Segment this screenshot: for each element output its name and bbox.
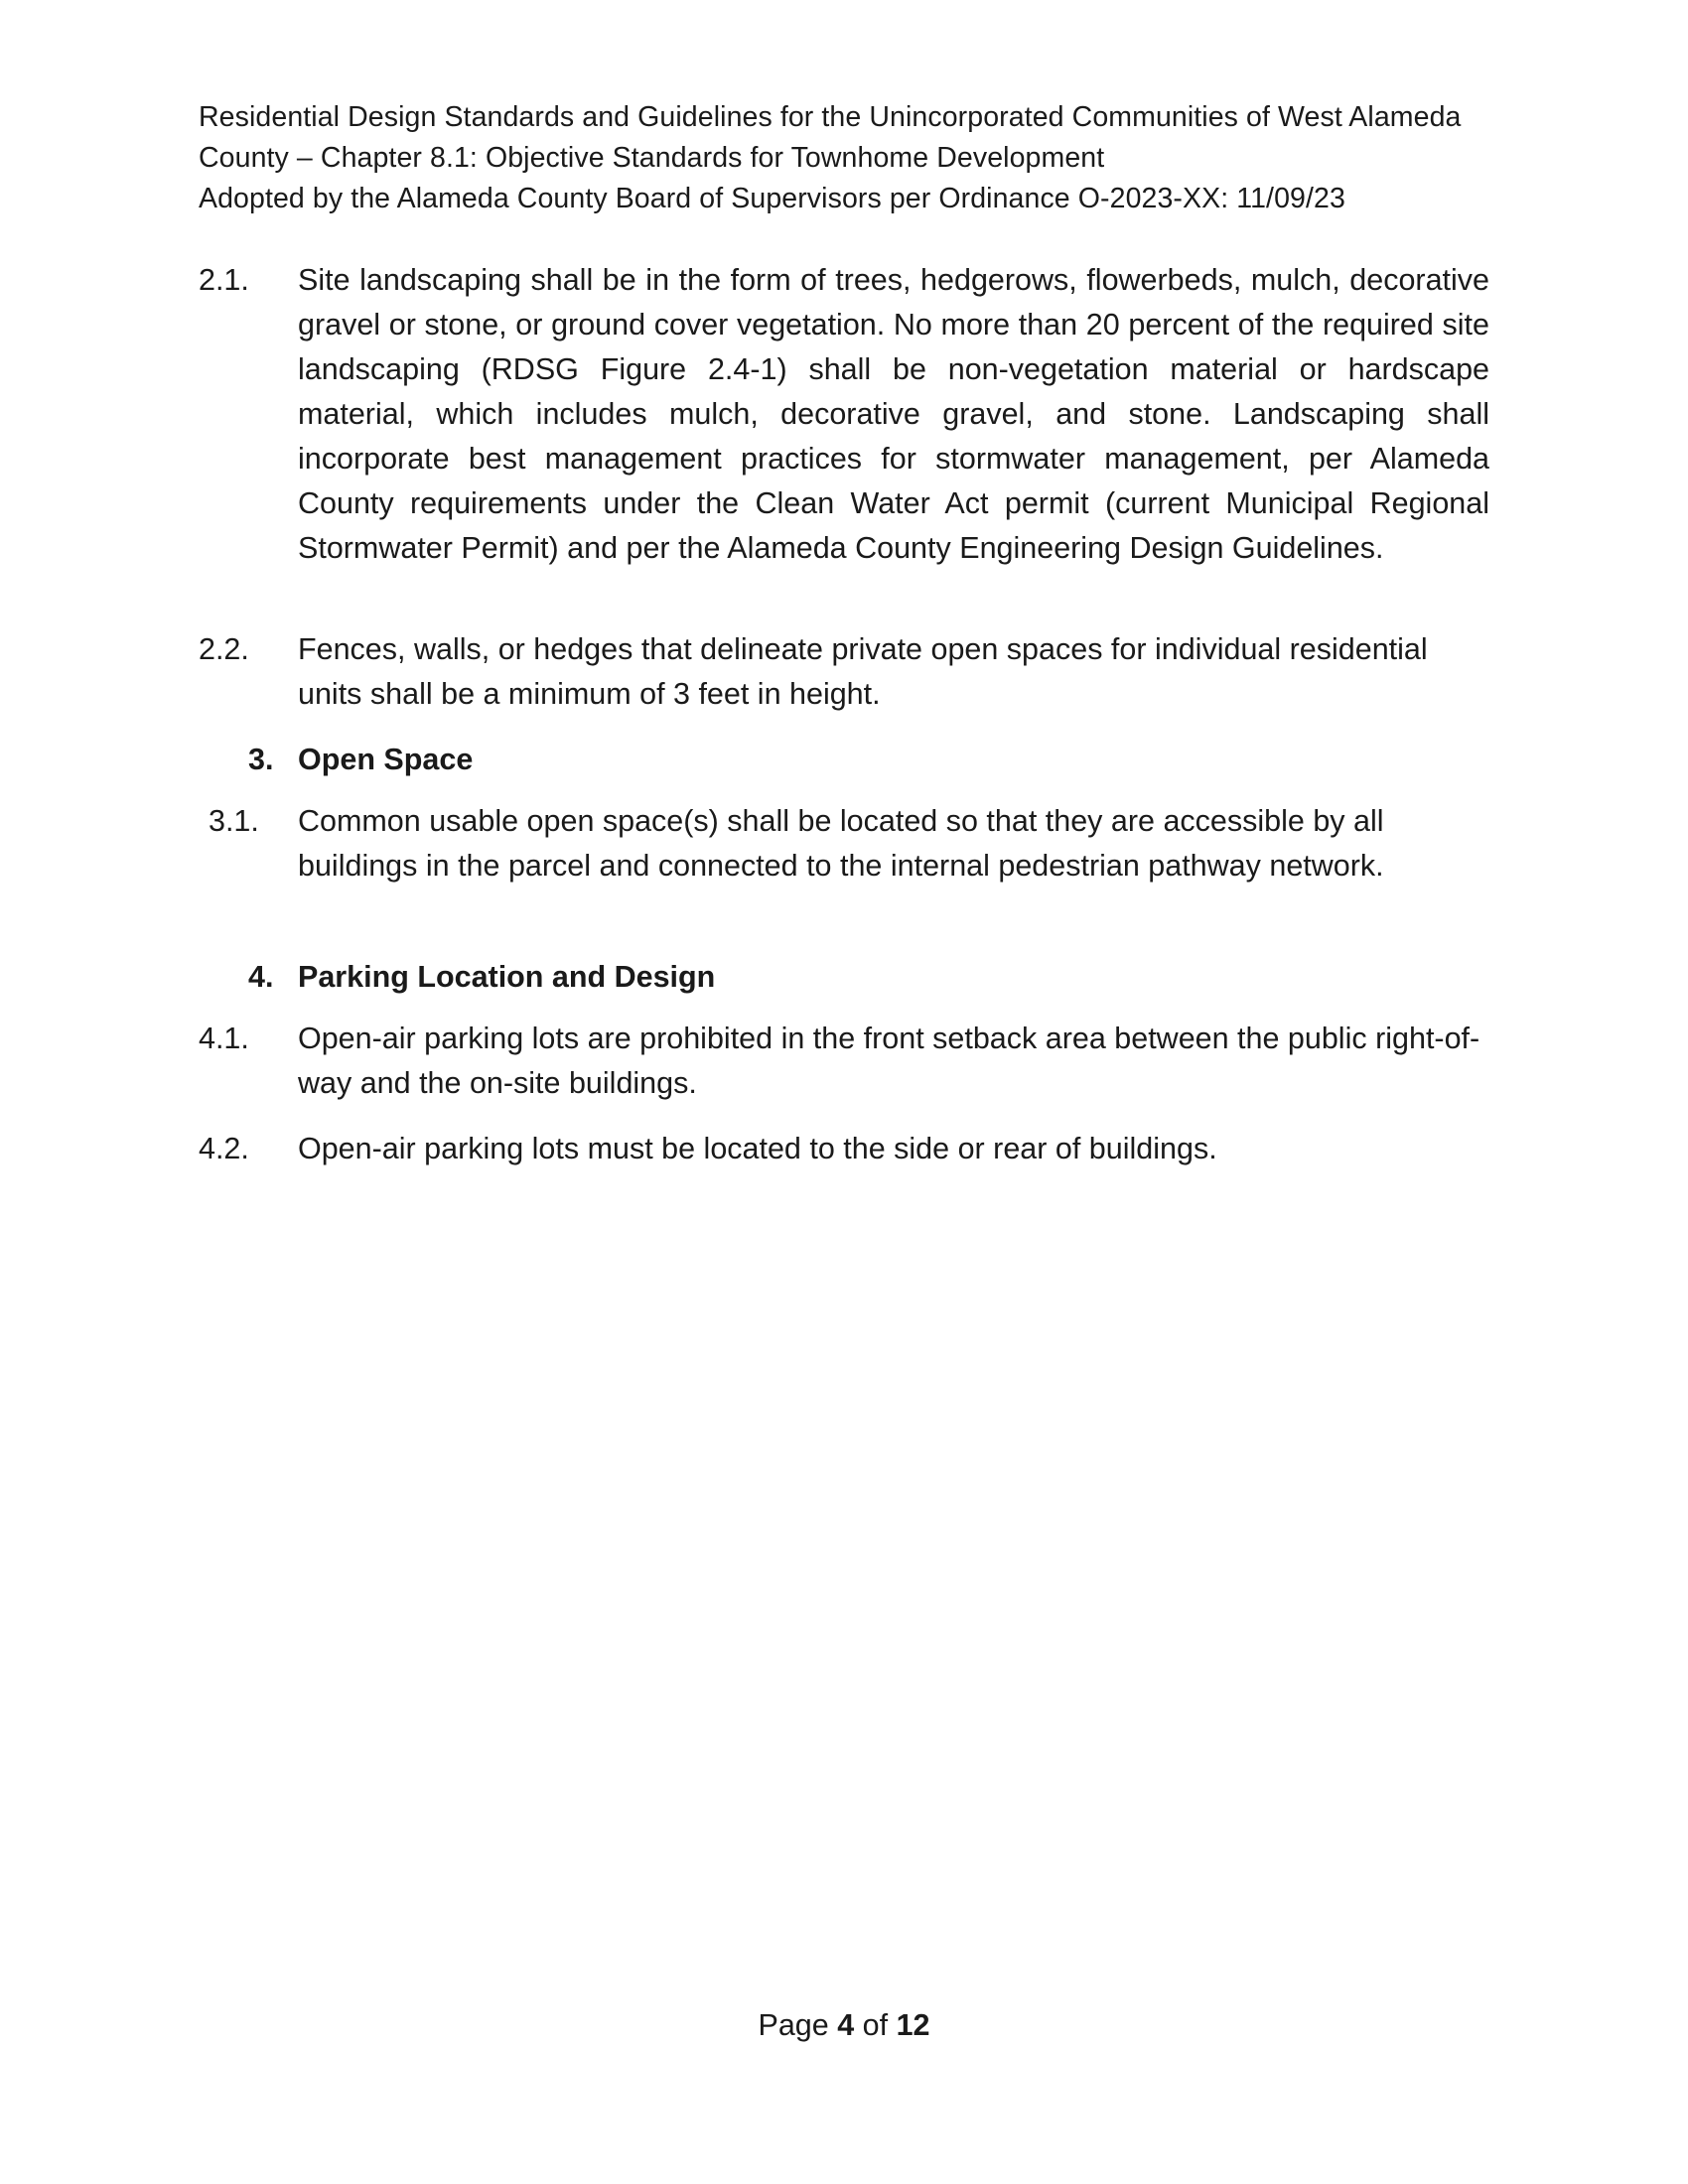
header-line-3: Adopted by the Alameda County Board of Supervisors per Ordinance O-2023-XX: 11/09/23 [199,183,1345,214]
item-text: Common usable open space(s) shall be located so that they are accessible by all buildings in the parcel and connected to the internal pedestrian pathway network. [298,804,1384,883]
item-number: 2.1. [199,263,249,297]
item-number: 3.1. [209,804,259,838]
section-number: 3. [248,743,274,776]
item-4-1 [199,1017,1489,1106]
item-number: 2.2. [199,632,249,666]
header-line-2: County – Chapter 8.1: Objective Standards for Townhome Development [199,142,1105,174]
item-2-2 [199,627,1489,717]
section-title: Parking Location and Design [298,960,716,994]
header-line-1: Residential Design Standards and Guidelines for the Unincorporated Communities of West Alameda [199,101,1462,133]
item-4-2 [199,1127,1489,1171]
section-number: 4. [248,960,274,994]
item-text: Open-air parking lots are prohibited in the front setback area between the public right-of-way and the on-site buildings. [298,1022,1480,1100]
item-number: 4.1. [199,1022,249,1055]
current-page-number: 4 [837,2008,855,2042]
page-of-label: of [862,2008,889,2042]
page-label: Page [758,2008,829,2042]
item-2-1 [199,258,1489,571]
item-3-1 [209,799,1489,888]
section-title: Open Space [298,743,474,776]
total-page-count: 12 [896,2008,930,2042]
document-header [199,97,1489,219]
item-text: Site landscaping shall be in the form of trees, hedgerows, flowerbeds, mulch, decorative gravel or stone, or ground cover vegetation. No more than 20 percent of the required site landscaping (RDSG Figure 2.4-1) shall be non-vegetation material or hardscape material, which includes mulch, decorative gravel, and stone. Landscaping shall incorporate best management practices for stormwater management, per Alameda County requirements under the Clean Water Act permit (current Municipal Regional Stormwater Permit) and per the Alameda County Engineering Design Guidelines. [298,263,1489,565]
item-text: Fences, walls, or hedges that delineate private open spaces for individual residential units shall be a minimum of 3 feet in height. [298,632,1428,711]
item-number: 4.2. [199,1132,249,1165]
item-text: Open-air parking lots must be located to the side or rear of buildings. [298,1132,1217,1165]
page-footer [0,2003,1688,2048]
